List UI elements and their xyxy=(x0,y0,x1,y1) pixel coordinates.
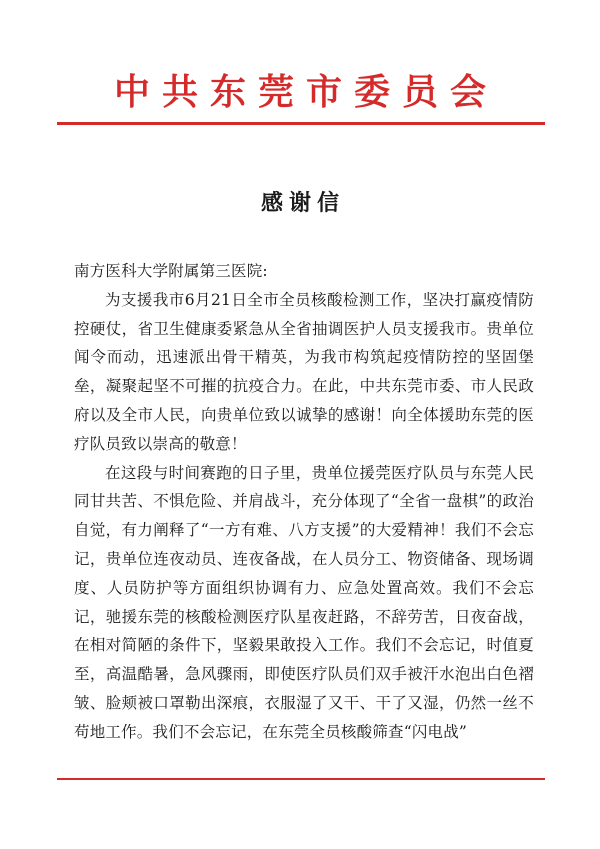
letterhead-divider xyxy=(57,122,545,125)
letter-body xyxy=(74,257,534,747)
letterhead-organization: 中共东莞市委员会 xyxy=(113,71,498,113)
footer-divider xyxy=(57,778,545,780)
paragraph-1: 为支援我市6月21日全市全员核酸检测工作，坚决打赢疫情防控硬仗，省卫生健康委紧急从全省抽调医护人员支援我市。贵单位闻令而动，迅速派出骨干精英，为我市构筑起疫情防控的坚固堡垒，凝聚起坚不可摧的抗疫合力。在此，中共东莞市委、市人民政府以及全市人民，向贵单位致以诚挚的感谢！向全体援助东莞的医疗队员致以崇高的敬意！ xyxy=(74,290,534,453)
letter-title: 感谢信 xyxy=(260,190,345,216)
salutation: 南方医科大学附属第三医院: xyxy=(74,262,268,280)
paragraph-2: 在这段与时间赛跑的日子里，贵单位援莞医疗队员与东莞人民同甘共苦、不惧危险、并肩战斗，充分体现了“全省一盘棋”的政治自觉，有力阐释了“一方有难、八方支援”的大爱精神！我们不会忘记，贵单位连夜动员、连夜备战，在人员分工、物资储备、现场调度、人员防护等方面组织协调有力、应急处置高效。我们不会忘记，驰援东莞的核酸检测医疗队星夜赶路，不辞劳苦，日夜奋战，在相对简陋的条件下，坚毅果敢投入工作。我们不会忘记，时值夏至，高温酷暑，急风骤雨，即使医疗队员们双手被汗水泡出白色褶皱、脸颊被口罩勒出深痕，衣服湿了又干、干了又湿，仍然一丝不苟地工作。我们不会忘记，在东莞全员核酸筛查“闪电战” xyxy=(74,463,534,741)
